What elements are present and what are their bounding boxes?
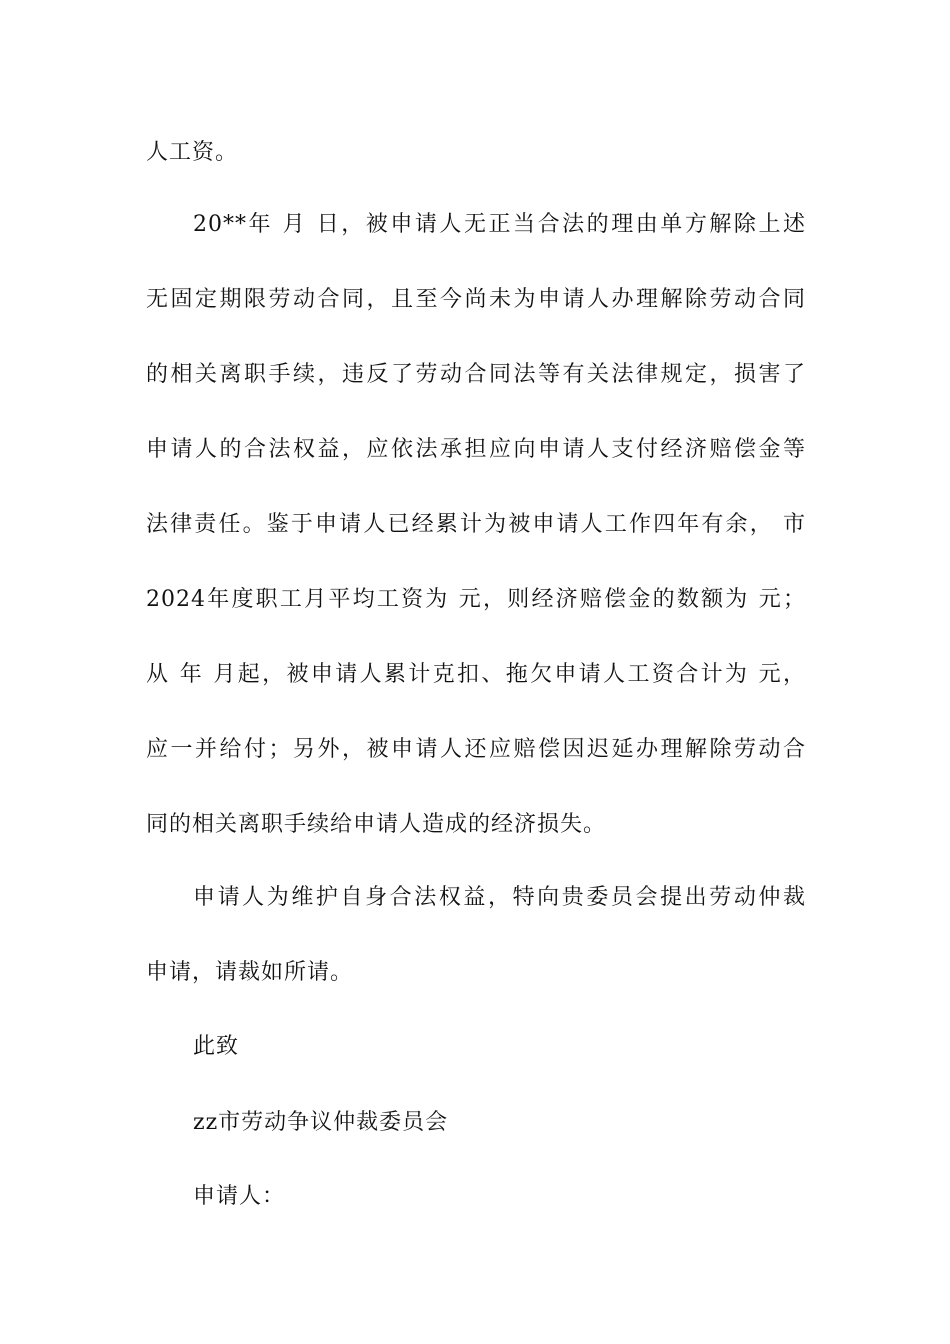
applicant-label: 申请人： — [193, 1184, 286, 1209]
paragraph-1-line-6: 2024年度职工月平均工资为 元，则经济赔偿金的数额为 元； — [146, 587, 806, 612]
recipient: zz市劳动争议仲裁委员会 — [193, 1110, 449, 1135]
paragraph-1-line-8: 应一并给付；另外，被申请人还应赔偿因迟延办理解除劳动合 — [146, 737, 806, 762]
paragraph-1-line-2: 无固定期限劳动合同，且至今尚未为申请人办理解除劳动合同 — [146, 287, 806, 312]
paragraph-1-line-3: 的相关离职手续，违反了劳动合同法等有关法律规定，损害了 — [146, 362, 806, 387]
paragraph-1-line-9: 同的相关离职手续给申请人造成的经济损失。 — [146, 812, 607, 837]
paragraph-1-line-5: 法律责任。鉴于申请人已经累计为被申请人工作四年有余， 市 — [146, 512, 806, 537]
paragraph-1-line-4: 申请人的合法权益，应依法承担应向申请人支付经济赔偿金等 — [146, 437, 806, 462]
salutation: 此致 — [193, 1034, 240, 1059]
paragraph-1-line-1: 20**年 月 日，被申请人无正当合法的理由单方解除上述 — [193, 212, 806, 237]
text-line-1: 人工资。 — [146, 140, 239, 165]
paragraph-2-line-1: 申请人为维护自身合法权益，特向贵委员会提出劳动仲裁 — [193, 885, 806, 910]
paragraph-1-line-7: 从 年 月起，被申请人累计克扣、拖欠申请人工资合计为 元， — [146, 662, 806, 687]
paragraph-2-line-2: 申请，请裁如所请。 — [146, 960, 354, 985]
